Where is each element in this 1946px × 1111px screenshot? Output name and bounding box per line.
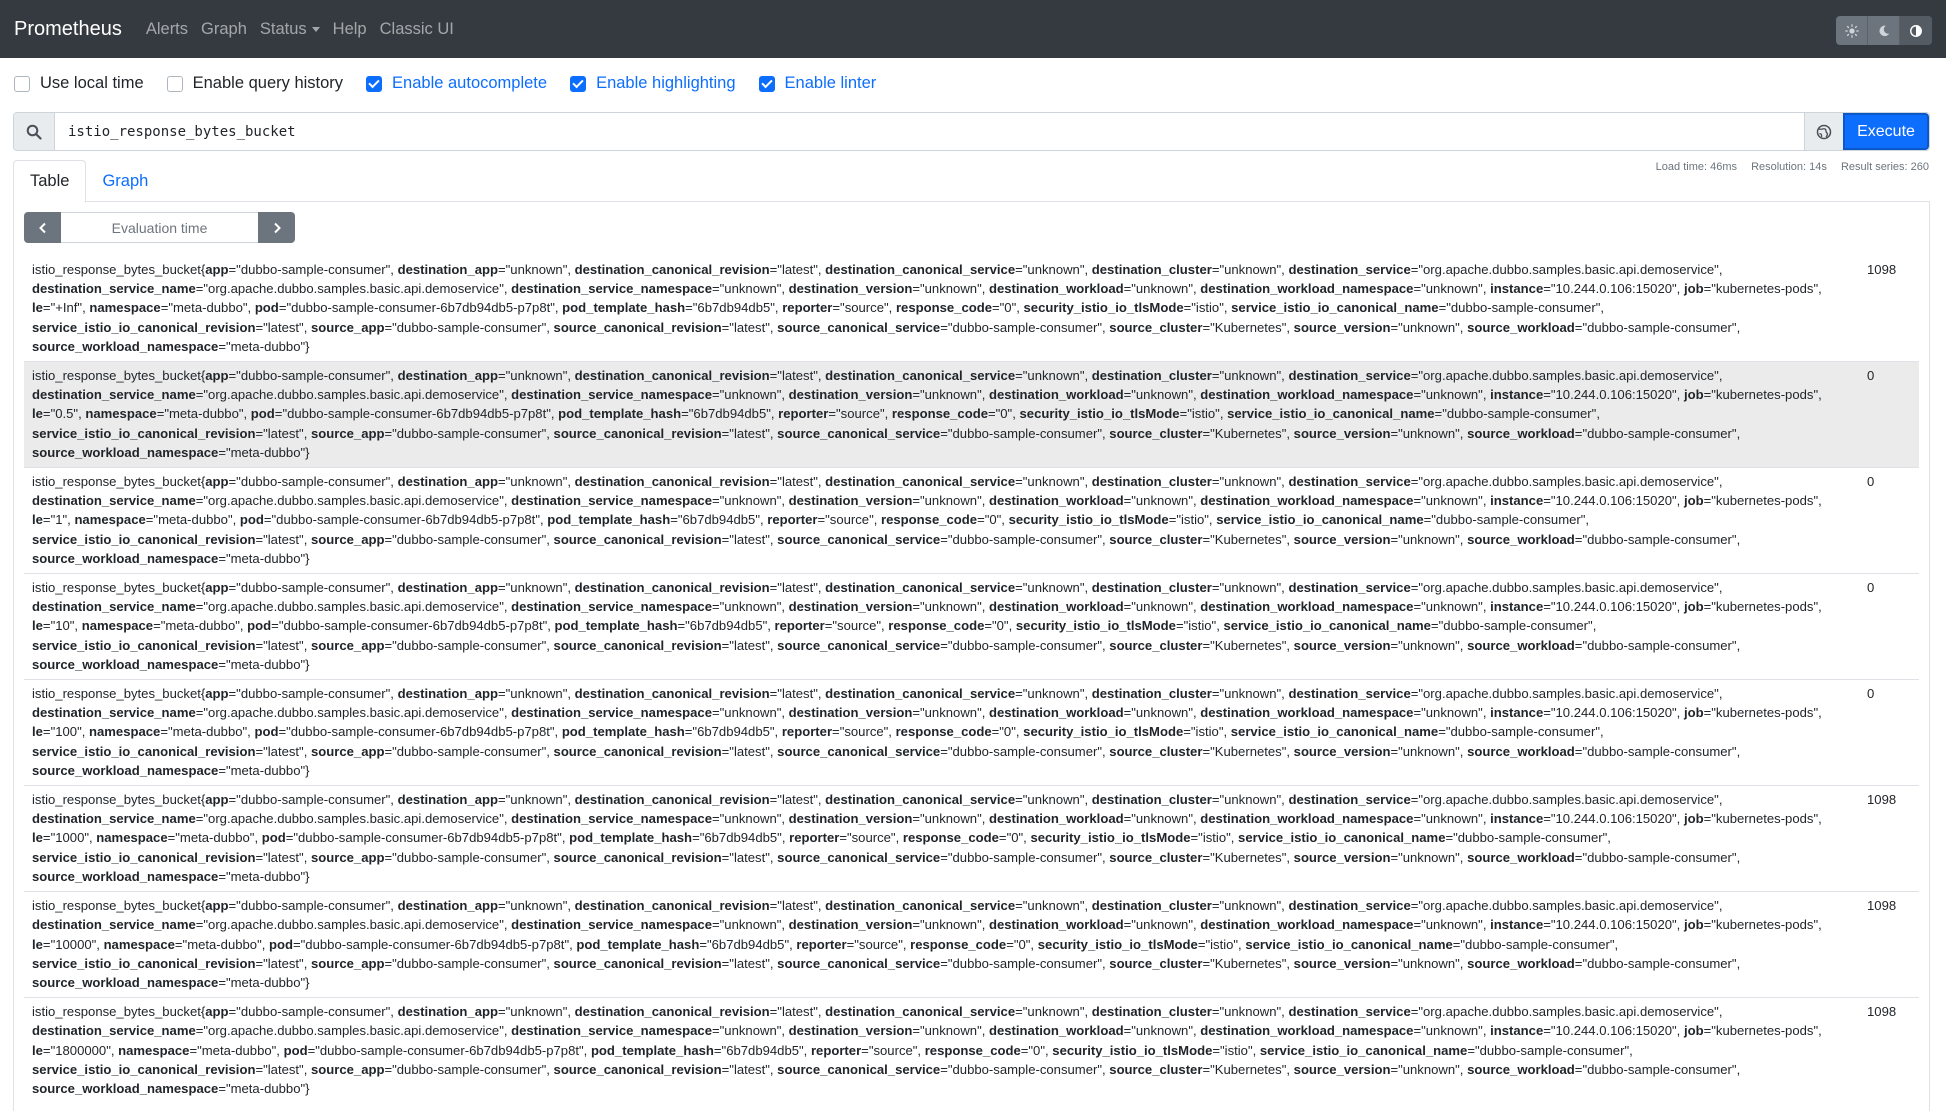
expression-bar	[13, 112, 1930, 151]
chevron-left-icon	[37, 222, 49, 234]
table-row	[24, 785, 1919, 891]
nav-graph[interactable]: Graph	[201, 19, 247, 38]
contrast-icon	[1909, 24, 1923, 38]
table-row	[24, 256, 1919, 361]
series-value: 1098	[1867, 792, 1897, 808]
nav-status-dropdown[interactable]	[260, 20, 320, 39]
option-enable-highlighting[interactable]	[570, 74, 735, 93]
caret-down-icon	[312, 27, 320, 32]
panel-tabs	[13, 160, 1930, 202]
table-row	[24, 679, 1919, 785]
option-label: Enable highlighting	[596, 74, 736, 92]
series-value: 1098	[1867, 898, 1897, 914]
series-value: 1098	[1867, 262, 1897, 277]
option-label: Use local time	[40, 74, 144, 92]
option-enable-linter[interactable]	[759, 74, 877, 93]
series-value: 0	[1867, 580, 1875, 596]
option-use-local-time[interactable]	[14, 74, 144, 93]
option-label: Enable autocomplete	[392, 74, 548, 92]
evaluation-time-control	[24, 212, 295, 243]
series-labels: istio_response_bytes_bucket{app="dubbo-sample-consumer", destination_app="unknown", destination_canonical_revision="latest", destination_canonical_service="unknown", destination_cluster="unknown", destination_service="org.apache.dubbo.samples.basic.api.demoservice", destination_service_name="org.apache.dubbo.samples.basic.api.demoservice", destination_service_namespace="unknown", destination_version="unknown", destination_workload="unknown", destination_workload_namespace="unknown", instance="10.244.0.106:15020", job="kubernetes-pods", le="1000", namespace="meta-dubbo", pod="dubbo-sample-consumer-6b7db94db5-p7p8t", pod_template_hash="6b7db94db5", reporter="source", response_code="0", security_istio_io_tlsMode="istio", service_istio_io_canonical_name="dubbo-sample-consumer", service_istio_io_canonical_revision="latest", source_app="dubbo-sample-consumer", source_canonical_revision="latest", source_canonical_service="dubbo-sample-consumer", source_cluster="Kubernetes", source_version="unknown", source_workload="dubbo-sample-consumer", source_workload_namespace="meta-dubbo"}	[32, 792, 1822, 884]
load-time: Load time: 46ms	[1655, 161, 1737, 173]
series-labels: istio_response_bytes_bucket{app="dubbo-sample-consumer", destination_app="unknown", destination_canonical_revision="latest", destination_canonical_service="unknown", destination_cluster="unknown", destination_service="org.apache.dubbo.samples.basic.api.demoservice", destination_service_name="org.apache.dubbo.samples.basic.api.demoservice", destination_service_namespace="unknown", destination_version="unknown", destination_workload="unknown", destination_workload_namespace="unknown", instance="10.244.0.106:15020", job="kubernetes-pods", le="0.5", namespace="meta-dubbo", pod="dubbo-sample-consumer-6b7db94db5-p7p8t", pod_template_hash="6b7db94db5", reporter="source", response_code="0", security_istio_io_tlsMode="istio", service_istio_io_canonical_name="dubbo-sample-consumer", service_istio_io_canonical_revision="latest", source_app="dubbo-sample-consumer", source_canonical_revision="latest", source_canonical_service="dubbo-sample-consumer", source_cluster="Kubernetes", source_version="unknown", source_workload="dubbo-sample-consumer", source_workload_namespace="meta-dubbo"}	[32, 368, 1822, 460]
tab-table[interactable]: Table	[13, 160, 86, 203]
metrics-explorer-button[interactable]	[1804, 113, 1843, 150]
nav-alerts[interactable]: Alerts	[145, 19, 189, 38]
query-options	[14, 74, 899, 93]
checkbox[interactable]	[366, 76, 382, 92]
dark-theme-button[interactable]	[1868, 16, 1900, 45]
prev-time-button[interactable]	[24, 212, 61, 243]
series-labels: istio_response_bytes_bucket{app="dubbo-sample-consumer", destination_app="unknown", destination_canonical_revision="latest", destination_canonical_service="unknown", destination_cluster="unknown", destination_service="org.apache.dubbo.samples.basic.api.demoservice", destination_service_name="org.apache.dubbo.samples.basic.api.demoservice", destination_service_namespace="unknown", destination_version="unknown", destination_workload="unknown", destination_workload_namespace="unknown", instance="10.244.0.106:15020", job="kubernetes-pods", le="10", namespace="meta-dubbo", pod="dubbo-sample-consumer-6b7db94db5-p7p8t", pod_template_hash="6b7db94db5", reporter="source", response_code="0", security_istio_io_tlsMode="istio", service_istio_io_canonical_name="dubbo-sample-consumer", service_istio_io_canonical_revision="latest", source_app="dubbo-sample-consumer", source_canonical_revision="latest", source_canonical_service="dubbo-sample-consumer", source_cluster="Kubernetes", source_version="unknown", source_workload="dubbo-sample-consumer", source_workload_namespace="meta-dubbo"}	[32, 580, 1822, 672]
table-row	[24, 361, 1919, 467]
series-value: 0	[1867, 368, 1875, 384]
execute-button[interactable]: Execute	[1843, 113, 1929, 150]
series-labels: istio_response_bytes_bucket{app="dubbo-sample-consumer", destination_app="unknown", destination_canonical_revision="latest", destination_canonical_service="unknown", destination_cluster="unknown", destination_service="org.apache.dubbo.samples.basic.api.demoservice", destination_service_name="org.apache.dubbo.samples.basic.api.demoservice", destination_service_namespace="unknown", destination_version="unknown", destination_workload="unknown", destination_workload_namespace="unknown", instance="10.244.0.106:15020", job="kubernetes-pods", le="1800000", namespace="meta-dubbo", pod="dubbo-sample-consumer-6b7db94db5-p7p8t", pod_template_hash="6b7db94db5", reporter="source", response_code="0", security_istio_io_tlsMode="istio", service_istio_io_canonical_name="dubbo-sample-consumer", service_istio_io_canonical_revision="latest", source_app="dubbo-sample-consumer", source_canonical_revision="latest", source_canonical_service="dubbo-sample-consumer", source_cluster="Kubernetes", source_version="unknown", source_workload="dubbo-sample-consumer", source_workload_namespace="meta-dubbo"}	[32, 1004, 1822, 1096]
brand-logo[interactable]: Prometheus	[14, 17, 122, 40]
search-icon-box	[14, 113, 55, 150]
option-label: Enable linter	[784, 74, 877, 92]
expression-input[interactable]	[55, 113, 1804, 150]
checkbox[interactable]	[14, 76, 30, 92]
evaluation-time-input[interactable]: Evaluation time	[61, 212, 258, 243]
light-theme-button[interactable]	[1836, 16, 1868, 45]
series-labels: istio_response_bytes_bucket{app="dubbo-sample-consumer", destination_app="unknown", destination_canonical_revision="latest", destination_canonical_service="unknown", destination_cluster="unknown", destination_service="org.apache.dubbo.samples.basic.api.demoservice", destination_service_name="org.apache.dubbo.samples.basic.api.demoservice", destination_service_namespace="unknown", destination_version="unknown", destination_workload="unknown", destination_workload_namespace="unknown", instance="10.244.0.106:15020", job="kubernetes-pods", le="100", namespace="meta-dubbo", pod="dubbo-sample-consumer-6b7db94db5-p7p8t", pod_template_hash="6b7db94db5", reporter="source", response_code="0", security_istio_io_tlsMode="istio", service_istio_io_canonical_name="dubbo-sample-consumer", service_istio_io_canonical_revision="latest", source_app="dubbo-sample-consumer", source_canonical_revision="latest", source_canonical_service="dubbo-sample-consumer", source_cluster="Kubernetes", source_version="unknown", source_workload="dubbo-sample-consumer", source_workload_namespace="meta-dubbo"}	[32, 686, 1822, 778]
search-icon	[26, 124, 42, 140]
table-row	[24, 891, 1919, 997]
checkbox[interactable]	[167, 76, 183, 92]
table-row	[24, 467, 1919, 573]
series-labels: istio_response_bytes_bucket{app="dubbo-sample-consumer", destination_app="unknown", destination_canonical_revision="latest", destination_canonical_service="unknown", destination_cluster="unknown", destination_service="org.apache.dubbo.samples.basic.api.demoservice", destination_service_name="org.apache.dubbo.samples.basic.api.demoservice", destination_service_namespace="unknown", destination_version="unknown", destination_workload="unknown", destination_workload_namespace="unknown", instance="10.244.0.106:15020", job="kubernetes-pods", le="+Inf", namespace="meta-dubbo", pod="dubbo-sample-consumer-6b7db94db5-p7p8t", pod_template_hash="6b7db94db5", reporter="source", response_code="0", security_istio_io_tlsMode="istio", service_istio_io_canonical_name="dubbo-sample-consumer", service_istio_io_canonical_revision="latest", source_app="dubbo-sample-consumer", source_canonical_revision="latest", source_canonical_service="dubbo-sample-consumer", source_cluster="Kubernetes", source_version="unknown", source_workload="dubbo-sample-consumer", source_workload_namespace="meta-dubbo"}	[32, 262, 1822, 354]
navbar	[0, 0, 1946, 58]
option-enable-autocomplete[interactable]	[366, 74, 547, 93]
series-value: 0	[1867, 686, 1875, 702]
resolution: Resolution: 14s	[1751, 161, 1827, 173]
theme-toggle-group	[1836, 16, 1932, 45]
chevron-right-icon	[271, 222, 283, 234]
checkbox[interactable]	[570, 76, 586, 92]
series-value: 1098	[1867, 1004, 1897, 1020]
series-labels: istio_response_bytes_bucket{app="dubbo-sample-consumer", destination_app="unknown", destination_canonical_revision="latest", destination_canonical_service="unknown", destination_cluster="unknown", destination_service="org.apache.dubbo.samples.basic.api.demoservice", destination_service_name="org.apache.dubbo.samples.basic.api.demoservice", destination_service_namespace="unknown", destination_version="unknown", destination_workload="unknown", destination_workload_namespace="unknown", instance="10.244.0.106:15020", job="kubernetes-pods", le="10000", namespace="meta-dubbo", pod="dubbo-sample-consumer-6b7db94db5-p7p8t", pod_template_hash="6b7db94db5", reporter="source", response_code="0", security_istio_io_tlsMode="istio", service_istio_io_canonical_name="dubbo-sample-consumer", service_istio_io_canonical_revision="latest", source_app="dubbo-sample-consumer", source_canonical_revision="latest", source_canonical_service="dubbo-sample-consumer", source_cluster="Kubernetes", source_version="unknown", source_workload="dubbo-sample-consumer", source_workload_namespace="meta-dubbo"}	[32, 898, 1822, 990]
nav-status-label: Status	[259, 19, 307, 38]
sun-icon	[1845, 24, 1859, 38]
checkbox[interactable]	[759, 76, 775, 92]
table-row	[24, 997, 1919, 1103]
series-value: 0	[1867, 474, 1875, 490]
result-series: Result series: 260	[1840, 161, 1929, 173]
auto-theme-button[interactable]	[1900, 16, 1932, 45]
moon-icon	[1877, 24, 1891, 38]
table-row	[24, 573, 1919, 679]
globe-icon	[1816, 124, 1832, 140]
nav-classic-ui[interactable]: Classic UI	[379, 19, 454, 38]
option-enable-query-history[interactable]	[167, 74, 343, 93]
tab-graph[interactable]: Graph	[102, 171, 149, 190]
nav-help[interactable]: Help	[332, 19, 367, 38]
series-labels: istio_response_bytes_bucket{app="dubbo-sample-consumer", destination_app="unknown", destination_canonical_revision="latest", destination_canonical_service="unknown", destination_cluster="unknown", destination_service="org.apache.dubbo.samples.basic.api.demoservice", destination_service_name="org.apache.dubbo.samples.basic.api.demoservice", destination_service_namespace="unknown", destination_version="unknown", destination_workload="unknown", destination_workload_namespace="unknown", instance="10.244.0.106:15020", job="kubernetes-pods", le="1", namespace="meta-dubbo", pod="dubbo-sample-consumer-6b7db94db5-p7p8t", pod_template_hash="6b7db94db5", reporter="source", response_code="0", security_istio_io_tlsMode="istio", service_istio_io_canonical_name="dubbo-sample-consumer", service_istio_io_canonical_revision="latest", source_app="dubbo-sample-consumer", source_canonical_revision="latest", source_canonical_service="dubbo-sample-consumer", source_cluster="Kubernetes", source_version="unknown", source_workload="dubbo-sample-consumer", source_workload_namespace="meta-dubbo"}	[32, 474, 1822, 566]
option-label: Enable query history	[192, 74, 344, 92]
results-table	[24, 256, 1919, 1103]
next-time-button[interactable]	[258, 212, 295, 243]
